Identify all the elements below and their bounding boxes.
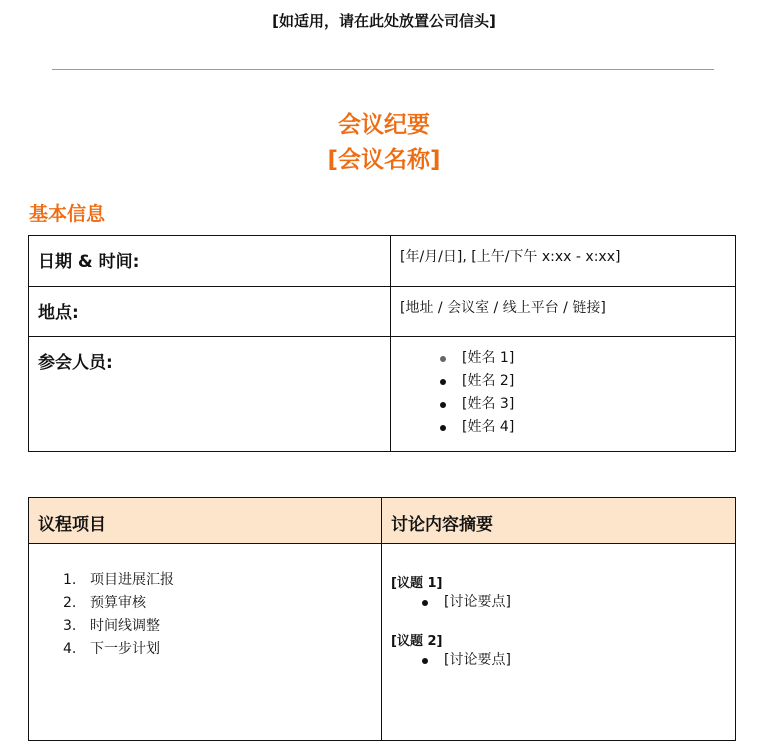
header-divider [52, 69, 714, 70]
date-time-label: 日期 & 时间: [29, 236, 391, 287]
list-item: [姓名 1] [400, 347, 735, 370]
topic-1-title: [议题 1] [391, 576, 443, 591]
list-item: 3. 时间线调整 [63, 618, 160, 634]
location-value[interactable]: [地址 / 会议室 / 线上平台 / 链接] [391, 287, 736, 337]
attendees-cell[interactable] [391, 337, 736, 452]
table-row [29, 236, 736, 287]
location-label: 地点: [29, 287, 391, 337]
list-item: 1. 项目进展汇报 [63, 572, 174, 588]
list-item: [讨论要点] [382, 649, 735, 672]
letterhead-placeholder: [如适用，请在此处放置公司信头] [272, 12, 496, 30]
table-row [29, 337, 736, 452]
date-time-value[interactable]: [年/月/日], [上午/下午 x:xx - x:xx] [391, 236, 736, 287]
section-heading-basic-info: 基本信息 [29, 203, 106, 225]
list-item: 2. 预算审核 [63, 595, 146, 611]
basic-info-table [28, 235, 736, 452]
topic-2-title: [议题 2] [391, 634, 443, 649]
list-item: [姓名 3] [400, 393, 735, 416]
list-item: 4. 下一步计划 [63, 641, 160, 657]
attendees-label: 参会人员: [29, 337, 391, 452]
list-item: [姓名 2] [400, 370, 735, 393]
list-item: [姓名 4] [400, 416, 735, 439]
agenda-table [28, 497, 736, 741]
list-item: [讨论要点] [382, 591, 735, 614]
attendee-list [400, 347, 735, 439]
table-row [29, 544, 736, 741]
discussion-summary-header: 讨论内容摘要 [382, 498, 736, 544]
meeting-name: [会议名称] [327, 147, 441, 173]
table-header-row [29, 498, 736, 544]
agenda-items-cell[interactable] [29, 544, 382, 741]
agenda-items-header: 议程项目 [29, 498, 382, 544]
discussion-summary-cell[interactable] [382, 544, 736, 741]
topic-2-points [382, 649, 735, 672]
topic-1-points [382, 591, 735, 614]
document-title: 会议纪要 [338, 112, 430, 138]
table-row [29, 287, 736, 337]
agenda-list [29, 544, 381, 661]
